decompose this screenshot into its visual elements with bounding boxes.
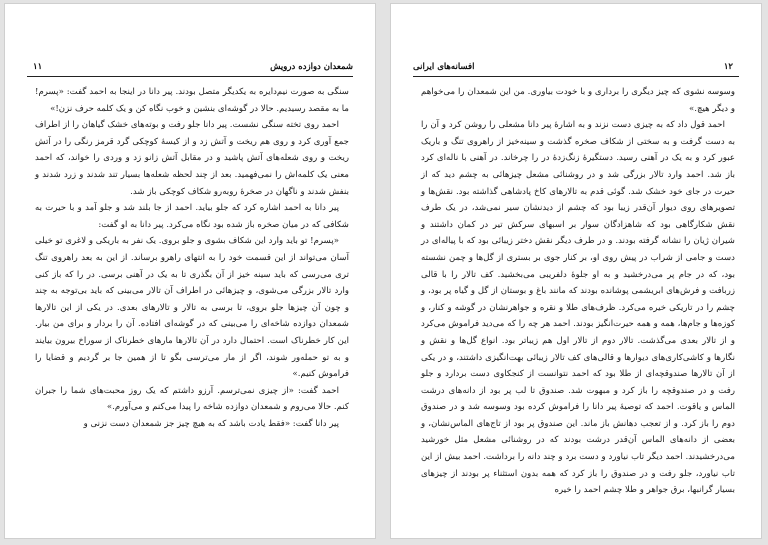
left-page-body bbox=[35, 84, 349, 528]
left-page bbox=[4, 3, 376, 539]
paragraph: احمد روی تخته سنگی نشست. پیر دانا جلو رفت و بوته‌های خشک گیاهان را از اطراف جمع آوری کرد و روی هم ریخت و آتش زد و از کیسهٔ کوچکی گرد قرمز رنگی را در آتش ریخت و روی شعله‌های آتش پاشید و در مقابل آتش زانو زد و وردی را خواند، که احمد معنی یک کلمه‌اش را نمی‌فهمید. بعد از چند لحظه شعله‌ها بسیار تند شدند و زرد شدند و بنفش شدند و ناگهان در صخرهٔ روبه‌رو شکاف کوچکی باز شد. bbox=[35, 120, 349, 197]
paragraph: «پسرم! تو باید وارد این شکاف بشوی و جلو بروی. یک نفر به باریکی و لاغری تو خیلی آسان می‌تواند از این قسمت خود را به انتهای راهرو برساند. از این به بعد راهروی تنگ تری می‌رسی که باید سینه خیز از آن بگذری تا به یک در آهنی برسی. در را که باز کنی وارد تالار بزرگی می‌شوی، و چیزهائی در اطراف آن تالار می‌بینی که باید بی‌توجه به چند و چون آن چیزها جلو بروی، تا برسی به تالار و تالارهای بعدی. در یکی از این تالارها شمعدان دوازده شاخه‌ای را می‌بینی که در گوشه‌ای افتاده. آن را بردار و برای من بیار. این کار خطرناک است. احتمال دارد در آن تالارها مارهای خطرناک از سوراخ بیرون بیایند و به تو حمله‌ور شوند، اگر از مار می‌ترسی بگو تا از همین جا بر گردیم و قضایا را فراموش کنیم.» bbox=[35, 236, 349, 380]
left-page-header bbox=[27, 62, 353, 77]
left-running-title: شمعدان دوازده درویش bbox=[270, 62, 353, 72]
paragraph: وسوسه نشوی که چیز دیگری را برداری و با خودت بیاوری. من این شمعدان را می‌خواهم و دیگر هیچ.» bbox=[421, 87, 735, 114]
left-page-number: ۱۱ bbox=[33, 62, 43, 72]
paragraph: پیر دانا گفت: «فقط یادت باشد که به هیچ چیز جز شمعدان دست نزنی و bbox=[83, 418, 339, 429]
paragraph: احمد قول داد که به چیزی دست نزند و به اشارهٔ پیر دانا مشعلی را روشن کرد و آن را به دست گرفت و به سختی از شکاف صخره گذشت و سینه‌خیز از راهروی تنگ و باریک عبور کرد و به یک در آهنی رسید. دستگیرهٔ زنگ‌زدهٔ در را چرخاند. در آهنی با ناله‌ای کرد باز شد. احمد وارد تالار بزرگی شد و در روشنائی مشعل چیزهائی به چشم دید که از حیرت در جای خود خشک شد. گوئی قدم به تالارهای کاخ پادشاهی گذاشته بود. نقش‌ها و تصویرهای روی دیوار آن‌قدر زیبا بود که چشم از دیدنشان سیر نمی‌شد، در یک طرف نقش شکارگاهی بود که شاهزادگان سوار بر اسبهای سرکش تیر در کمان داشتند و شیران ژیان را نشانه گرفته بودند. و در طرف دیگر نقش دختر زیبائی بود که با پیاله‌ای در دست و جامی از شراب در پیش روی او، بر کنار جوی بر بستری از گل‌ها و چمن نشسته بود، که در جام پر می‌درخشید و به او جلوهٔ دلفریبی می‌بخشید. کف تالار را با قالی زربافت و فرش‌های ابریشمی پوشانده بودند که مانند باغ و بوستان از گل و گیاه پر بود، و چشم را در تاریکی خیره می‌کرد. ظرف‌های طلا و نقره و جواهرنشان در گوشه و کنار، و کوزه‌ها و جام‌ها، همه و همه حیرت‌انگیز بودند. احمد هر چه را که می‌دید فراموش می‌کرد و از تالار بعدی می‌گذشت. تالار دوم از تالار اول هم زیباتر بود. انواع گل‌ها و نقش و نگارها و کاشی‌کاری‌های دیوارها و قالی‌های کف تالار زیبائی بهت‌انگیزی داشتند، و در یکی از آن تالارها صندوقچه‌ای از طلا بود که احمد نتوانست از کنجکاوی دست بردارد و جلو رفت و در صندوقچه را باز کرد و مبهوت شد. صندوق تا لب پر بود از دانه‌های درشت الماس و یاقوت. احمد که توصیهٔ پیر دانا را فراموش کرده بود وسوسه شد و در صندوق دوم را باز کرد. و از تعجب دهانش باز ماند. این صندوق پر بود از تاج‌های الماس‌نشان، و بعضی از دانه‌های الماس آن‌قدر درشت بودند که در روشنائی مشعل مثل خورشید می‌درخشیدند. احمد دیگر تاب نیاورد و دست برد و چند دانه را برداشت. احمد بیش از این تاب نیاورد، جلو رفت و در صندوق را باز کرد که همه بدون استثناء پر بودند از چیزهای بسیار گرانبها، برق جواهر و طلا چشم احمد را خیره bbox=[421, 120, 735, 496]
right-page-number: ۱۲ bbox=[723, 62, 733, 72]
right-page-header bbox=[413, 62, 739, 77]
paragraph: سنگی به صورت نیم‌دایره به یکدیگر متصل بودند. پیر دانا در اینجا به احمد گفت: «پسرم! ما به مقصد رسیدیم. حالا در گوشه‌ای بنشین و خوب نگاه کن و یک کلمه حرف نزن!» bbox=[35, 87, 349, 114]
right-page-body bbox=[421, 84, 735, 528]
paragraph: احمد گفت: «از چیزی نمی‌ترسم. آرزو داشتم که یک روز محبت‌های شما را جبران کنم. حالا می‌روم و شمعدان دوازده شاخه را پیدا می‌کنم و می‌آورم.» bbox=[35, 385, 349, 413]
right-page bbox=[390, 3, 762, 539]
paragraph: پیر دانا به احمد اشاره کرد که جلو بیاید. احمد از جا بلند شد و جلو آمد و با حیرت به شکافی که در میان صخره باز شده بود نگاه می‌کرد. پیر دانا به او گفت: bbox=[35, 203, 349, 230]
right-running-title: افسانه‌های ایرانی bbox=[413, 62, 475, 72]
